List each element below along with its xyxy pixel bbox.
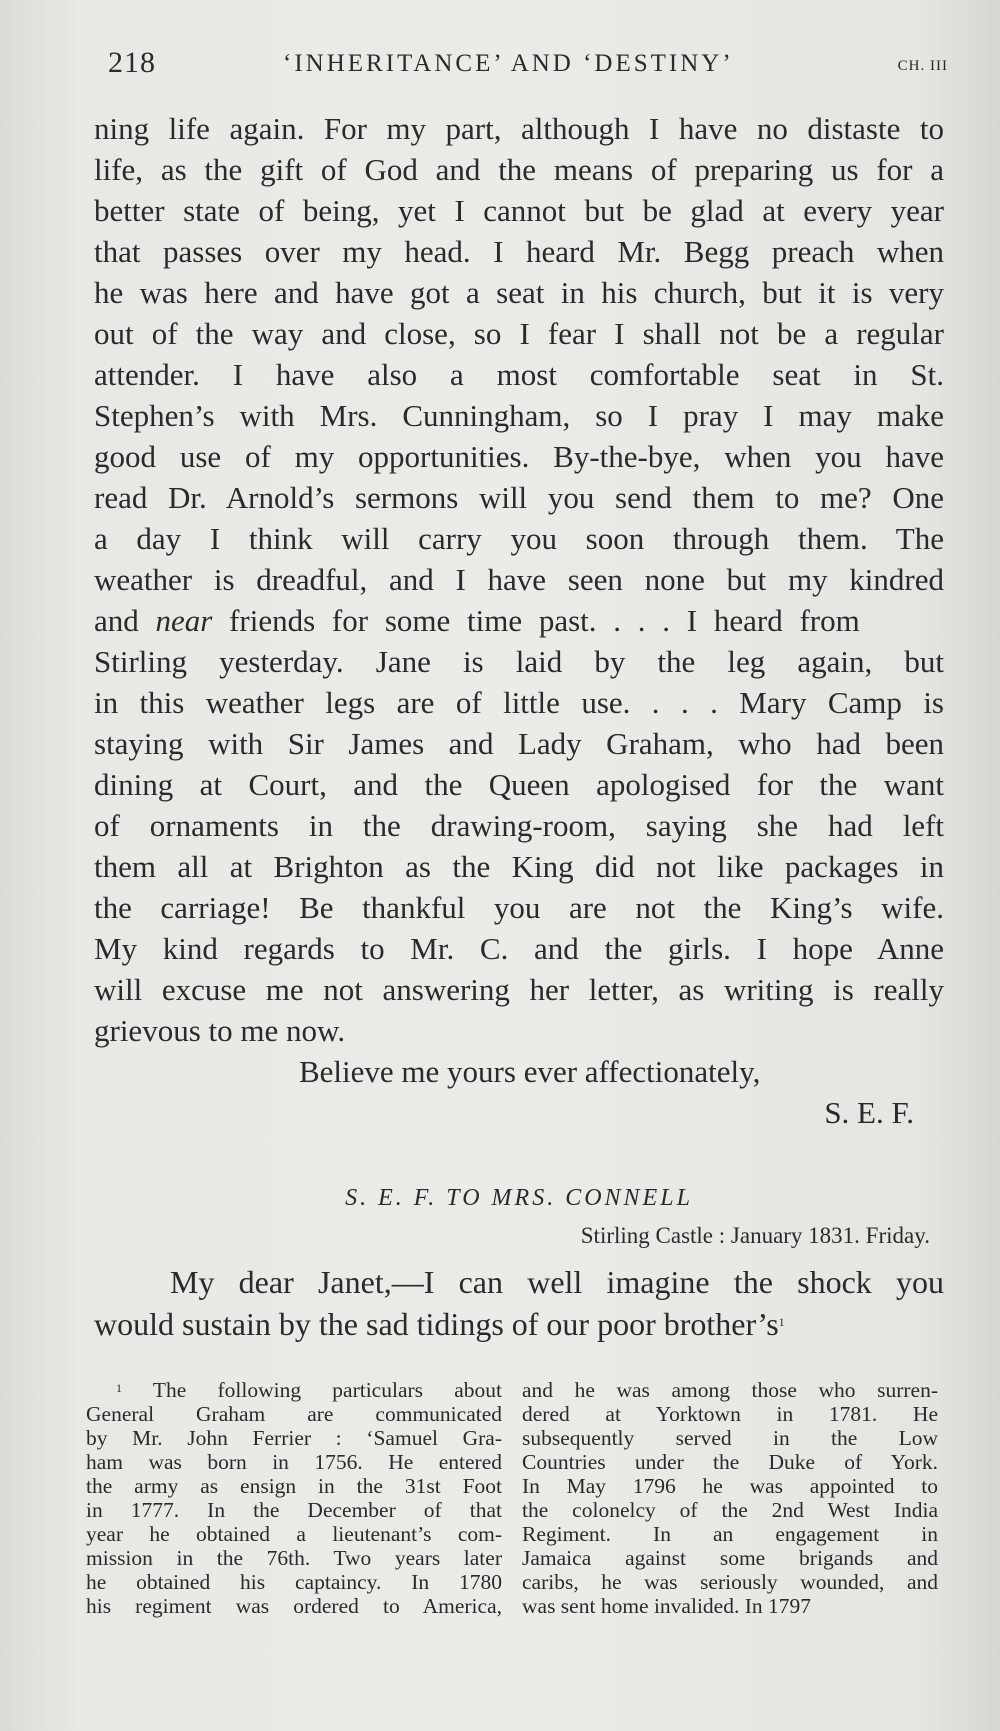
- footnote-line: the army as ensign in the 31st Foot: [86, 1474, 502, 1498]
- footnote-line: caribs, he was seriously wounded, and: [522, 1570, 938, 1594]
- text-line: Stirling yesterday. Jane is laid by the leg again, but: [94, 644, 944, 679]
- letter-closing: Believe me yours ever affectionately,: [299, 1054, 761, 1089]
- text-line: life, as the gift of God and the means of preparing us for a: [94, 152, 944, 187]
- footnote-line: Jamaica against some brigands and: [522, 1546, 938, 1570]
- text-line: the carriage! Be thankful you are not the King’s wife.: [94, 890, 944, 925]
- footnote-line: [86, 1378, 502, 1402]
- text-line: My kind regards to Mr. C. and the girls. I hope Anne: [94, 931, 944, 966]
- page-header: [108, 46, 948, 86]
- footnote-marker: 1: [116, 1381, 122, 1395]
- text-line: weather is dreadful, and I have seen none but my kindred: [94, 562, 944, 597]
- text-segment: The following particulars about: [152, 1378, 502, 1402]
- letter-heading: S. E. F. TO MRS. CONNELL: [345, 1185, 693, 1211]
- text-line-with-italic: [94, 600, 944, 641]
- text-line: a day I think will carry you soon through them. The: [94, 521, 944, 556]
- footnote-line: General Graham are communicated: [86, 1402, 502, 1426]
- footnote-line: was sent home invalided. In 1797: [522, 1594, 812, 1618]
- text-segment: and: [94, 603, 156, 638]
- chapter-reference: CH. III: [897, 58, 948, 74]
- footnote-line: in 1777. In the December of that: [86, 1498, 502, 1522]
- footnotes: [86, 1378, 938, 1618]
- text-line: that passes over my head. I heard Mr. Begg preach when: [94, 234, 944, 269]
- text-line: dining at Court, and the Queen apologised for the want: [94, 767, 944, 802]
- text-line: grievous to me now.: [94, 1013, 346, 1048]
- text-line: will excuse me not answering her letter, as writing is really: [94, 972, 944, 1007]
- text-line: he was here and have got a seat in his church, but it is very: [94, 275, 944, 310]
- letter-opening: [94, 1261, 944, 1345]
- letter-body-continued: [94, 108, 944, 1133]
- footnote-line: subsequently served in the Low: [522, 1426, 938, 1450]
- text-line: My dear Janet,—I can well imagine the shock you: [170, 1264, 944, 1300]
- footnote-line: his regiment was ordered to America,: [86, 1594, 502, 1618]
- text-segment: would sustain by the sad tidings of our poor brother’s: [94, 1306, 779, 1342]
- footnote-line: dered at Yorktown in 1781. He: [522, 1402, 938, 1426]
- page-number: 218: [108, 46, 156, 79]
- text-segment: friends for some time past. . . . I heard from: [212, 603, 860, 638]
- text-line: staying with Sir James and Lady Graham, who had been: [94, 726, 944, 761]
- text-line: them all at Brighton as the King did not like packages in: [94, 849, 944, 884]
- running-title: ‘INHERITANCE’ AND ‘DESTINY’: [283, 50, 734, 77]
- footnote-line: Regiment. In an engagement in: [522, 1522, 938, 1546]
- new-letter-section: [94, 1185, 944, 1345]
- footnote-line: year he obtained a lieutenant’s com-: [86, 1522, 502, 1546]
- text-line: read Dr. Arnold’s sermons will you send them to me? One: [94, 480, 944, 515]
- letter-dateline: Stirling Castle : January 1831. Friday.: [580, 1223, 930, 1248]
- footnote-line: Countries under the Duke of York.: [522, 1450, 938, 1474]
- text-line-with-footnote: [94, 1303, 944, 1345]
- text-line: good use of my opportunities. By-the-bye, when you have: [94, 439, 944, 474]
- footnote-line: mission in the 76th. Two years later: [86, 1546, 502, 1570]
- text-line: Stephen’s with Mrs. Cunningham, so I pray I may make: [94, 398, 944, 433]
- footnote-line: ham was born in 1756. He entered: [86, 1450, 502, 1474]
- text-line: ning life again. For my part, although I have no distaste to: [94, 111, 944, 146]
- footnote-marker: 1: [778, 1315, 785, 1329]
- footnote-line: he obtained his captaincy. In 1780: [86, 1570, 502, 1594]
- text-line: out of the way and close, so I fear I shall not be a regular: [94, 316, 944, 351]
- footnote-line: In May 1796 he was appointed to: [522, 1474, 938, 1498]
- footnote-column-left: [86, 1378, 502, 1618]
- footnote-line: and he was among those who surren-: [522, 1378, 938, 1402]
- text-line: better state of being, yet I cannot but be glad at every year: [94, 193, 944, 228]
- italic-word: near: [155, 603, 213, 638]
- footnote-line: by Mr. John Ferrier : ‘Samuel Gra-: [86, 1426, 502, 1450]
- text-line: in this weather legs are of little use. . . . Mary Camp is: [94, 685, 944, 720]
- footnote-line: the colonelcy of the 2nd West India: [522, 1498, 938, 1522]
- letter-signature: S. E. F.: [824, 1095, 914, 1130]
- text-line: of ornaments in the drawing-room, saying she had left: [94, 808, 944, 843]
- footnote-column-right: [522, 1378, 938, 1618]
- text-line: attender. I have also a most comfortable seat in St.: [94, 357, 944, 392]
